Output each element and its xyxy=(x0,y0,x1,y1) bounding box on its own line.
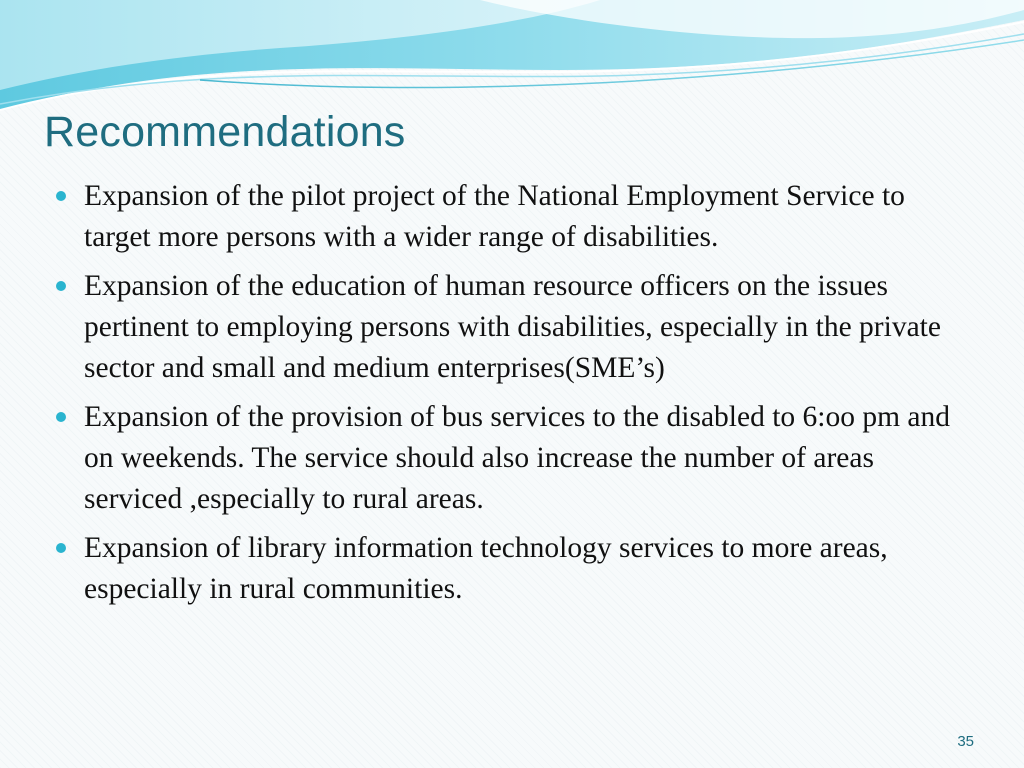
bullet-dot-icon xyxy=(56,412,66,422)
slide-title: Recommendations xyxy=(44,108,406,156)
bullet-text: Expansion of the pilot project of the National Employment Service to target more persons with a wider range of disabilities. xyxy=(84,180,905,253)
page-number: 35 xyxy=(957,733,974,750)
bullet-list xyxy=(56,176,976,618)
list-item xyxy=(56,176,976,258)
list-item xyxy=(56,528,976,610)
list-item xyxy=(56,397,976,520)
list-item xyxy=(56,266,976,389)
bullet-text: Expansion of the education of human resource officers on the issues pertinent to employing persons with disabilities, especially in the private sector and small and medium enterprises(SME’s) xyxy=(84,270,941,384)
bullet-text: Expansion of the provision of bus services to the disabled to 6:oo pm and on weekends. The service should also increase the number of areas serviced ,especially to rural areas. xyxy=(84,401,951,515)
bullet-dot-icon xyxy=(56,281,66,291)
bullet-dot-icon xyxy=(56,543,66,553)
bullet-dot-icon xyxy=(56,191,66,201)
header-wave-decoration xyxy=(0,0,1024,120)
bullet-text: Expansion of library information technology services to more areas, especially in rural communities. xyxy=(84,532,888,605)
